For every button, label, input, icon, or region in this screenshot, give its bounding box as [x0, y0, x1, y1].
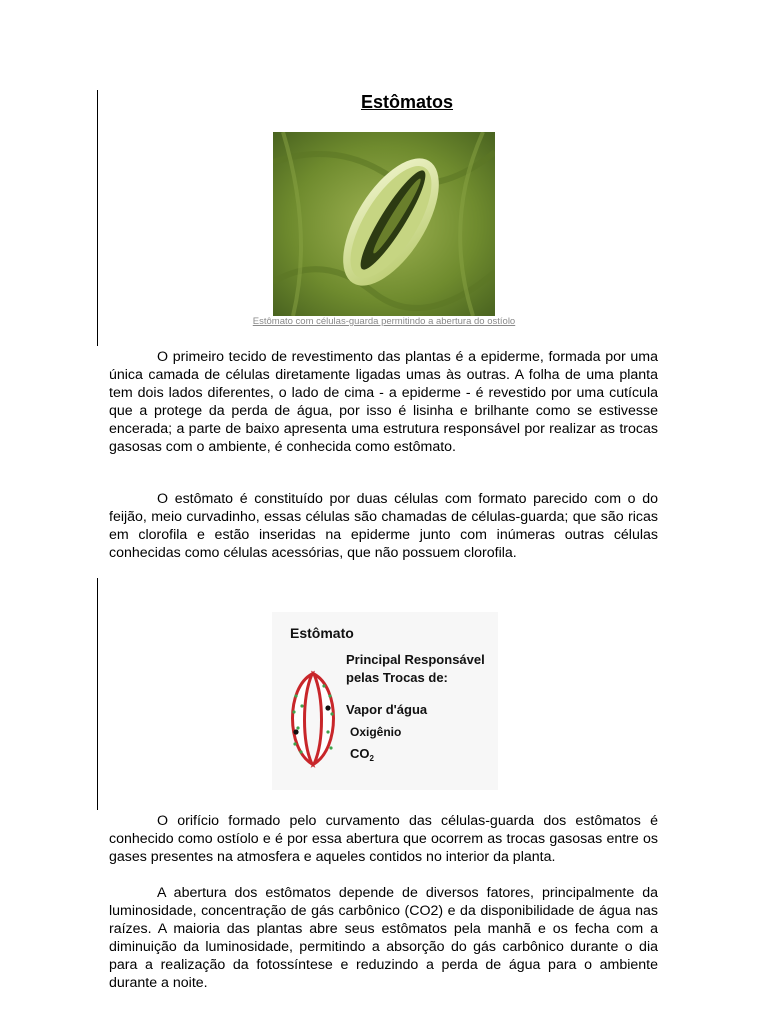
paragraph-4: A abertura dos estômatos depende de diversos fatores, principalmente da luminosidade, concentração de gás carbônico (CO2) e da disponibilidade de água nas raízes. A maioria das plantas abre seus estômatos pela manhã e os fecha com a diminuição da luminosidade, permitindo a absorção do gás carbônico durante o dia para a realização da fotossíntese e reduzindo a perda de água para o ambiente durante a noite. [109, 885, 658, 991]
diagram-heading-line1: Principal Responsável [346, 652, 485, 667]
diagram-item-co2: $CO_2$ [350, 746, 374, 763]
diagram-heading-line2: pelas Trocas de: [346, 670, 448, 685]
page-title: Estômatos [360, 92, 454, 112]
paragraph-1: O primeiro tecido de revestimento das plantas é a epiderme, formada por uma única camada de células diretamente ligadas umas às outras. A folha de uma planta tem dois lados diferentes, o lado de cima - a epiderme - é revestido por uma cutícula que a protege da perda de água, por isso é lisinha e brilhante como se estivesse encerada; a parte de baixo apresenta uma estrutura responsável por realizar as trocas gasosas com o ambiente, é conhecida como estômato. [109, 349, 658, 455]
stomata-diagram [272, 612, 498, 790]
diagram-title: Estômato [290, 625, 354, 641]
paragraph-2: O estômato é constituído por duas células com formato parecido com o do feijão, meio curvadinho, essas células são chamadas de células-guarda; que são ricas em clorofila e estão inseridas na epiderme junto com inúmeras outras células conhecidas como células acessórias, que não possuem clorofila. [109, 491, 658, 561]
paragraph-3: O orifício formado pelo curvamento das células-guarda dos estômatos é conhecido como ostíolo e é por essa abertura que ocorrem as trocas gasosas entre os gases presentes na atmosfera e aqueles contidos no interior da planta. [109, 813, 658, 865]
diagram-item-oxygen: Oxigênio [350, 725, 402, 739]
margin-line-top [97, 90, 98, 346]
stomata-photo [273, 132, 495, 316]
figure-caption: Estômato com células-guarda permitindo a abertura do ostíolo [252, 316, 516, 327]
margin-line-middle [97, 578, 98, 810]
diagram-item-vapor: Vapor d'água [346, 702, 428, 717]
